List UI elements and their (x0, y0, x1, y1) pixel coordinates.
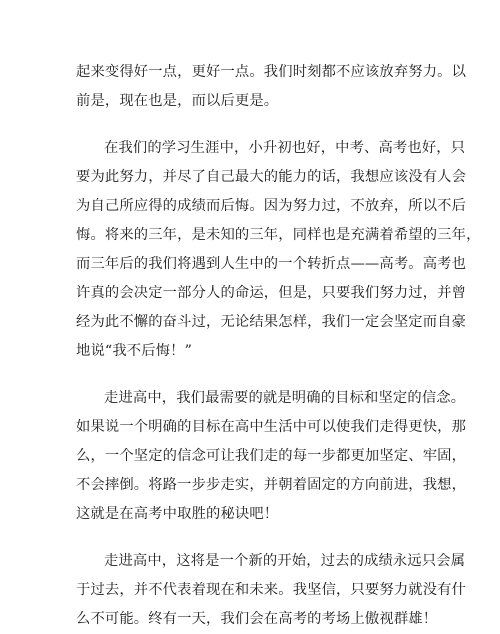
text-line: 于过去，并不代表着现在和未来。我坚信，只要努力就没有什 (76, 582, 467, 598)
paragraph-4 (76, 547, 467, 634)
paragraph-gap (76, 116, 426, 134)
text-line: 不会摔倒。将路一步步走实，并朝着固定的方向前进，我想， (76, 477, 467, 493)
text-line: 要为此努力，并尽了自己最大的能力的话，我想应该没有人会 (76, 169, 467, 185)
text-line: 这就是在高考中取胜的秘诀吧！ (76, 506, 279, 522)
document-body (76, 58, 481, 634)
text-line: 在我们的学习生涯中，小升初也好，中考、高考也好，只 (104, 140, 466, 156)
paragraph-2 (76, 134, 481, 366)
paragraph-gap (76, 366, 426, 384)
paragraph-3 (76, 384, 467, 529)
paragraph-1 (76, 58, 467, 116)
paragraph-gap (76, 529, 426, 547)
text-line: 起来变得好一点，更好一点。我们时刻都不应该放弃努力。以 (76, 64, 467, 80)
text-line: 为自己所应得的成绩而后悔。因为努力过，不放弃，所以不后 (76, 198, 467, 214)
text-line: 走进高中，这将是一个新的开始，过去的成绩永远只会属 (104, 553, 466, 569)
text-line: 么，一个坚定的信念可让我们走的每一步都更加坚定、牢固， (76, 448, 467, 464)
text-line: 走进高中，我们最需要的就是明确的目标和坚定的信念。 (104, 390, 466, 406)
text-line: 而三年后的我们将遇到人生中的一个转折点——高考。高考也 (76, 256, 467, 272)
text-line: 地说“我不后悔！” (76, 343, 193, 359)
text-line: 许真的会决定一部分人的命运，但是，只要我们努力过，并曾 (76, 285, 467, 301)
text-line: 前是，现在也是，而以后更是。 (76, 93, 279, 109)
text-line: 如果说一个明确的目标在高中生活中可以使我们走得更快，那 (76, 419, 467, 435)
text-line: 么不可能。终有一天，我们会在高考的考场上傲视群雄！ (76, 611, 438, 627)
text-line: 经为此不懈的奋斗过，无论结果怎样，我们一定会坚定而自豪 (76, 314, 467, 330)
text-line: 悔。将来的三年，是未知的三年，同样也是充满着希望的三年， (76, 227, 481, 243)
